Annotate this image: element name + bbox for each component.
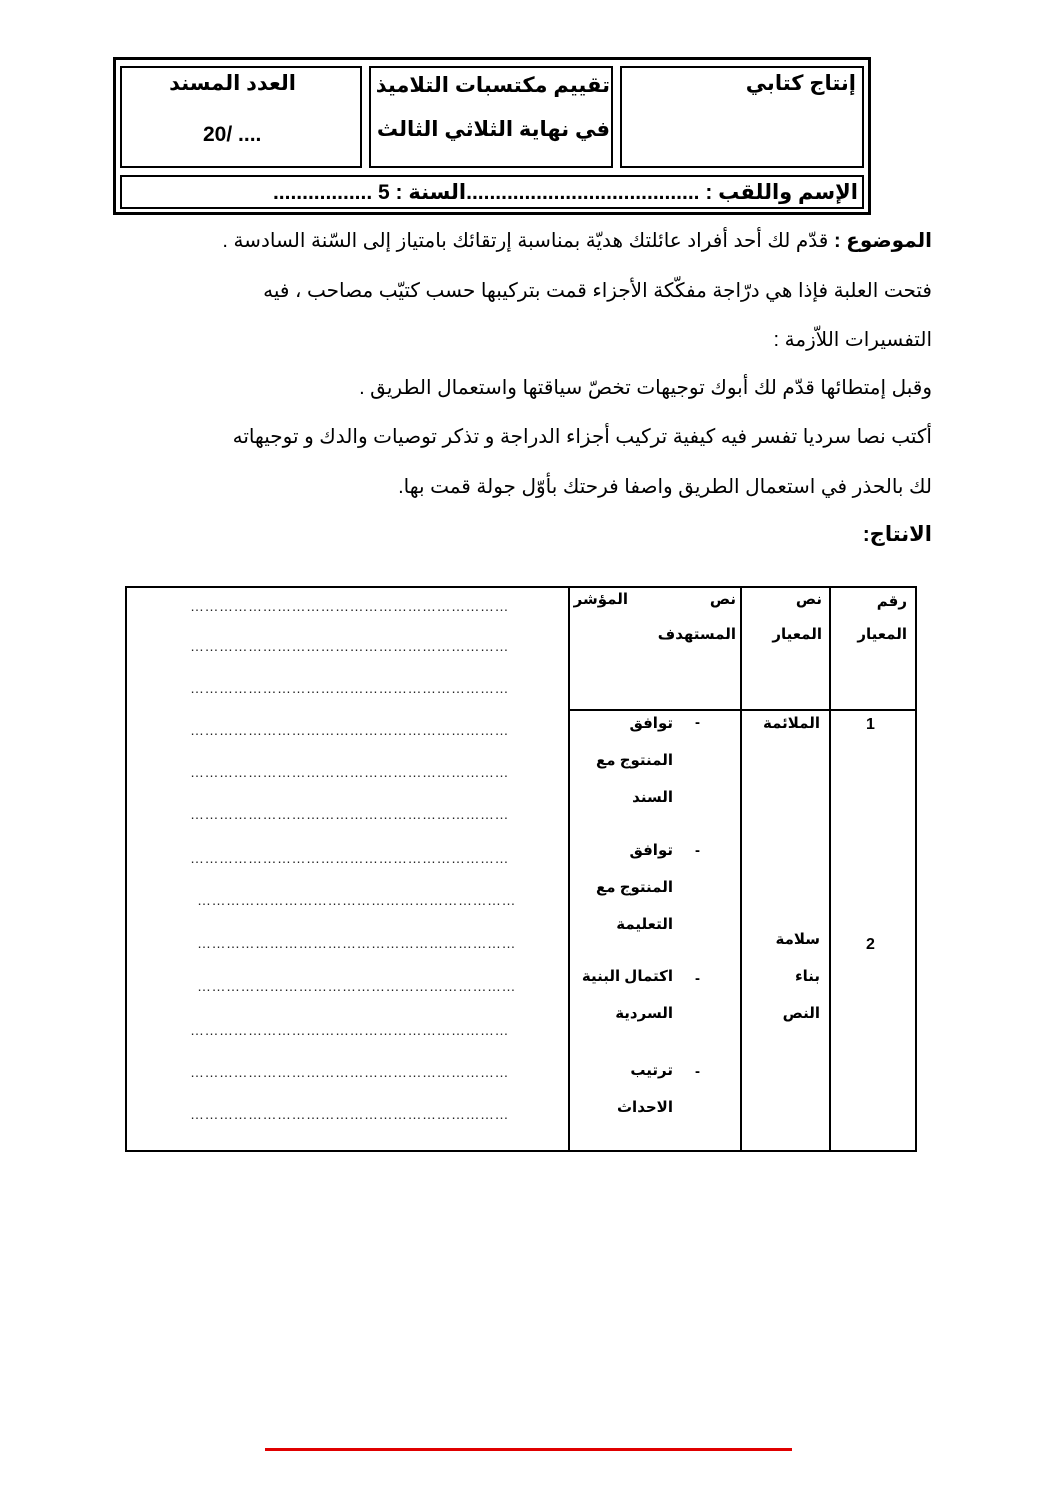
evaluation-title-line2: في نهاية الثلاثي الثالث: [376, 118, 610, 141]
indicator-bullet: -: [695, 714, 700, 731]
answer-line[interactable]: …………………………………………………………: [190, 806, 509, 822]
evaluation-title-line1: تقييم مكتسبات التلاميذ: [375, 74, 610, 97]
criterion-name-2-line3: النص: [782, 1005, 820, 1022]
answer-line[interactable]: …………………………………………………………: [190, 1022, 509, 1038]
indicator-text: التعليمة: [616, 916, 673, 933]
topic-label: الموضوع :: [833, 230, 932, 252]
subject-title: إنتاج كتابي: [745, 72, 856, 95]
header-indicator-word1: نص: [709, 591, 736, 608]
header-number-line1: رقم: [876, 593, 907, 610]
header-criterion-line2: المعيار: [772, 626, 822, 643]
footer-red-line: [265, 1448, 792, 1451]
answer-line[interactable]: …………………………………………………………: [197, 978, 516, 994]
topic-line-5: أكتب نصا سرديا تفسر فيه كيفية تركيب أجزاء الدراجة و تذكر توصيات والدك و توجيهاته: [232, 426, 932, 448]
topic-line-2: فتحت العلبة فإذا هي درّاجة مفكّكة الأجزاء قمت بتركيبها حسب كتيّب مصاحب ، فيه: [263, 280, 932, 302]
table-header-rule: [568, 709, 917, 711]
grade-value: 20/ ....: [203, 123, 262, 146]
criterion-name-2-line1: سلامة: [775, 931, 820, 948]
criterion-name-2-line2: بناء: [794, 968, 820, 985]
header-indicator-line2: المستهدف: [657, 626, 736, 643]
indicator-text: توافق: [629, 842, 673, 859]
answer-line[interactable]: …………………………………………………………: [190, 638, 509, 654]
indicator-text: المنتوج مع: [596, 879, 673, 896]
table-divider-answers: [568, 586, 570, 1152]
criterion-number-1: 1: [866, 716, 875, 733]
answer-line[interactable]: …………………………………………………………: [190, 764, 509, 780]
answer-line[interactable]: …………………………………………………………: [190, 850, 509, 866]
indicator-text: الاحداث: [616, 1099, 673, 1116]
name-class-row: الإسم واللقب : ........................................السنة : 5 .................: [272, 181, 858, 204]
indicator-text: السردية: [615, 1005, 673, 1022]
indicator-text: المنتوج مع: [596, 752, 673, 769]
indicator-bullet: -: [695, 842, 700, 859]
topic-line-1: الموضوع : قدّم لك أحد أفراد عائلتك هديّة بمناسبة إرتقائك بامتياز إلى السّنة السادسة .: [222, 230, 932, 252]
answer-line[interactable]: …………………………………………………………: [190, 1064, 509, 1080]
indicator-text: توافق: [629, 715, 673, 732]
answer-line[interactable]: …………………………………………………………: [190, 598, 509, 614]
topic-line-4: وقبل إمتطائها قدّم لك أبوك توجيهات تخصّ سياقتها واستعمال الطريق .: [359, 377, 932, 399]
indicator-bullet: -: [695, 970, 700, 987]
grade-label: العدد المسند: [169, 72, 296, 95]
answer-line[interactable]: …………………………………………………………: [197, 935, 516, 951]
answer-line[interactable]: …………………………………………………………: [190, 680, 509, 696]
criterion-number-2: 2: [866, 936, 875, 953]
answer-line[interactable]: …………………………………………………………: [197, 892, 516, 908]
indicator-text: ترتيب: [630, 1062, 673, 1079]
table-divider-criteria: [829, 586, 831, 1152]
topic-line-6: لك بالحذر في استعمال الطريق واصفا فرحتك بأوّل جولة قمت بها.: [398, 476, 932, 498]
header-indicator-word2: المؤشر: [573, 591, 628, 608]
answer-line[interactable]: …………………………………………………………: [190, 722, 509, 738]
indicator-text: السند: [632, 789, 673, 806]
criterion-name-1: الملائمة: [762, 715, 820, 732]
indicator-bullet: -: [695, 1063, 700, 1080]
table-divider-indicators: [740, 586, 742, 1152]
header-criterion-line1: نص: [795, 591, 822, 608]
topic-line-3: التفسيرات اللاّزمة :: [773, 329, 932, 351]
header-number-line2: المعيار: [857, 626, 907, 643]
indicator-text: اكتمال البنية: [581, 968, 673, 985]
production-label: الانتاج:: [862, 523, 932, 546]
answer-line[interactable]: …………………………………………………………: [190, 1106, 509, 1122]
